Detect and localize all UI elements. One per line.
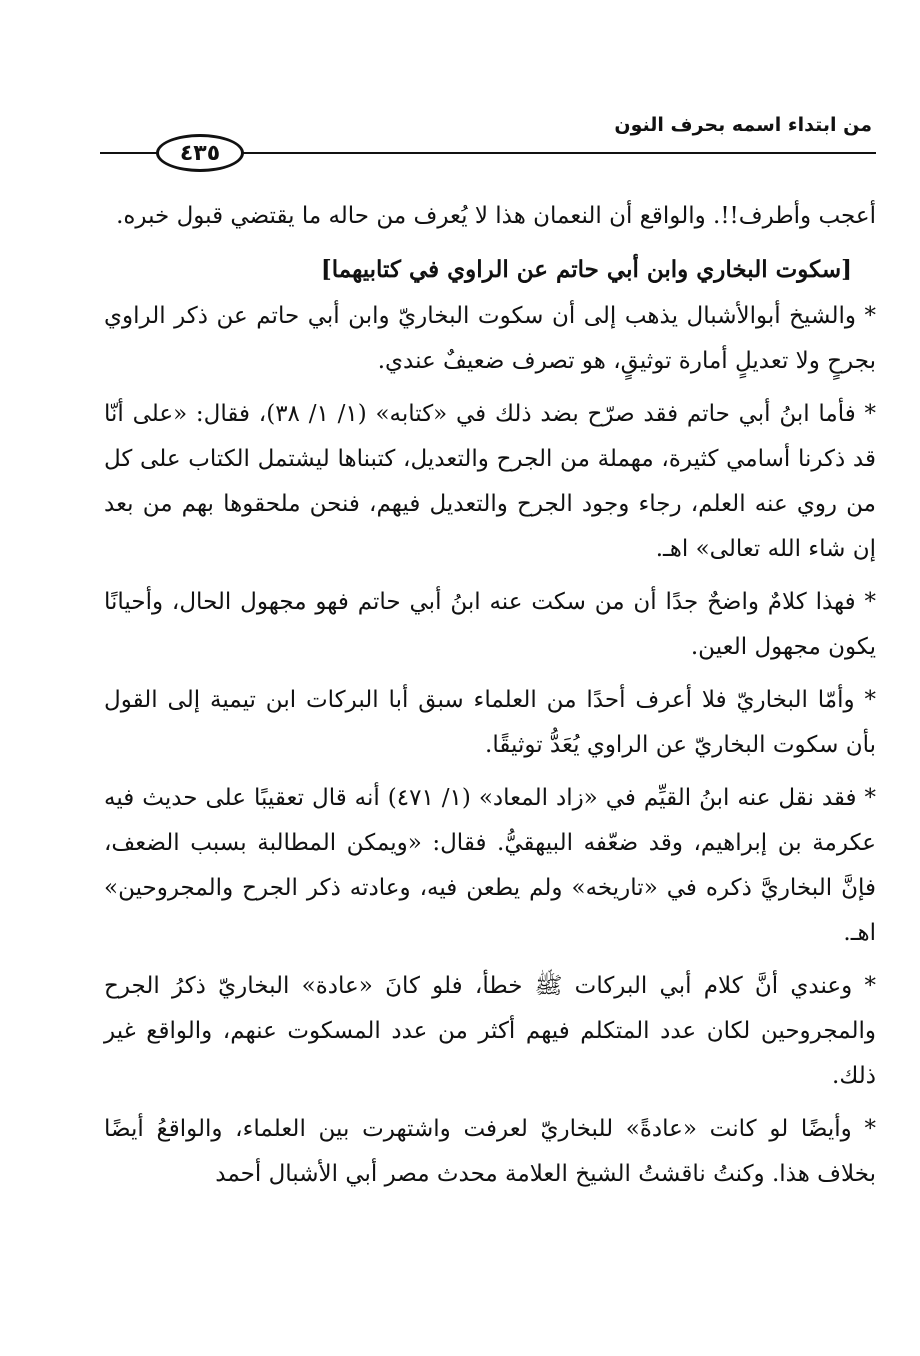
running-header-title: من ابتداء اسمه بحرف النون — [614, 114, 872, 136]
page-number: ٤٣٥ — [179, 140, 221, 166]
paragraph: * فأما ابنُ أبي حاتم فقد صرّح بضد ذلك في «كتابه» (١/ ١/ ٣٨)، فقال: «على أنّا قد ذكرنا أسامي كثيرة، مهملة من الجرح والتعديل، كتبناها ليشتمل الكتاب على كل من روي عنه العلم، رجاء وجود الجرح والتعديل فيهم، فنحن ملحقوها بهم من بعد إن شاء الله تعالى» اهـ. — [104, 401, 876, 562]
paragraph-continuation: أعجب وأطرف!!. والواقع أن النعمان هذا لا يُعرف من حاله ما يقتضي قبول خبره. — [116, 203, 876, 229]
body-text — [104, 194, 876, 1205]
paragraph: * وأيضًا لو كانت «عادةً» للبخاريّ لعرفت واشتهرت بين العلماء، والواقعُ أيضًا بخلاف هذا. وكنتُ ناقشتُ الشيخ العلامة محدث مصر أبي الأشبال أحمد — [104, 1116, 876, 1187]
paragraph: * فقد نقل عنه ابنُ القيِّم في «زاد المعاد» (١/ ٤٧١) أنه قال تعقيبًا على حديث فيه عكرمة بن إبراهيم، وقد ضعّفه البيهقيُّ. فقال: «ويمكن المطالبة بسبب الضعف، فإنَّ البخاريَّ ذكره في «تاريخه» ولم يطعن فيه، وعادته ذكر الجرح والمجروحين» اهـ. — [104, 785, 877, 946]
paragraph: * فهذا كلامٌ واضحٌ جدًا أن من سكت عنه ابنُ أبي حاتم فهو مجهول الحال، وأحيانًا يكون مجهول العين. — [104, 589, 876, 660]
page-number-badge — [156, 134, 244, 172]
paragraph: * والشيخ أبوالأشبال يذهب إلى أن سكوت البخاريّ وابن أبي حاتم عن ذكر الراوي بجرحٍ ولا تعديلٍ أمارة توثيقٍ، هو تصرف ضعيفٌ عندي. — [104, 303, 876, 374]
paragraph: * وعندي أنَّ كلام أبي البركات ﷺ خطأ، فلو كانَ «عادة» البخاريّ ذكرُ الجرح والمجروحين لكان عدد المتكلم فيهم أكثر من عدد المسكوت عنهم، والواقع غير ذلك. — [104, 973, 876, 1089]
section-heading: [سكوت البخاري وابن أبي حاتم عن الراوي في كتابيهما] — [320, 256, 852, 283]
paragraph: * وأمّا البخاريّ فلا أعرف أحدًا من العلماء سبق أبا البركات ابن تيمية إلى القول بأن سكوت البخاريّ عن الراوي يُعَدُّ توثيقًا. — [104, 687, 876, 758]
